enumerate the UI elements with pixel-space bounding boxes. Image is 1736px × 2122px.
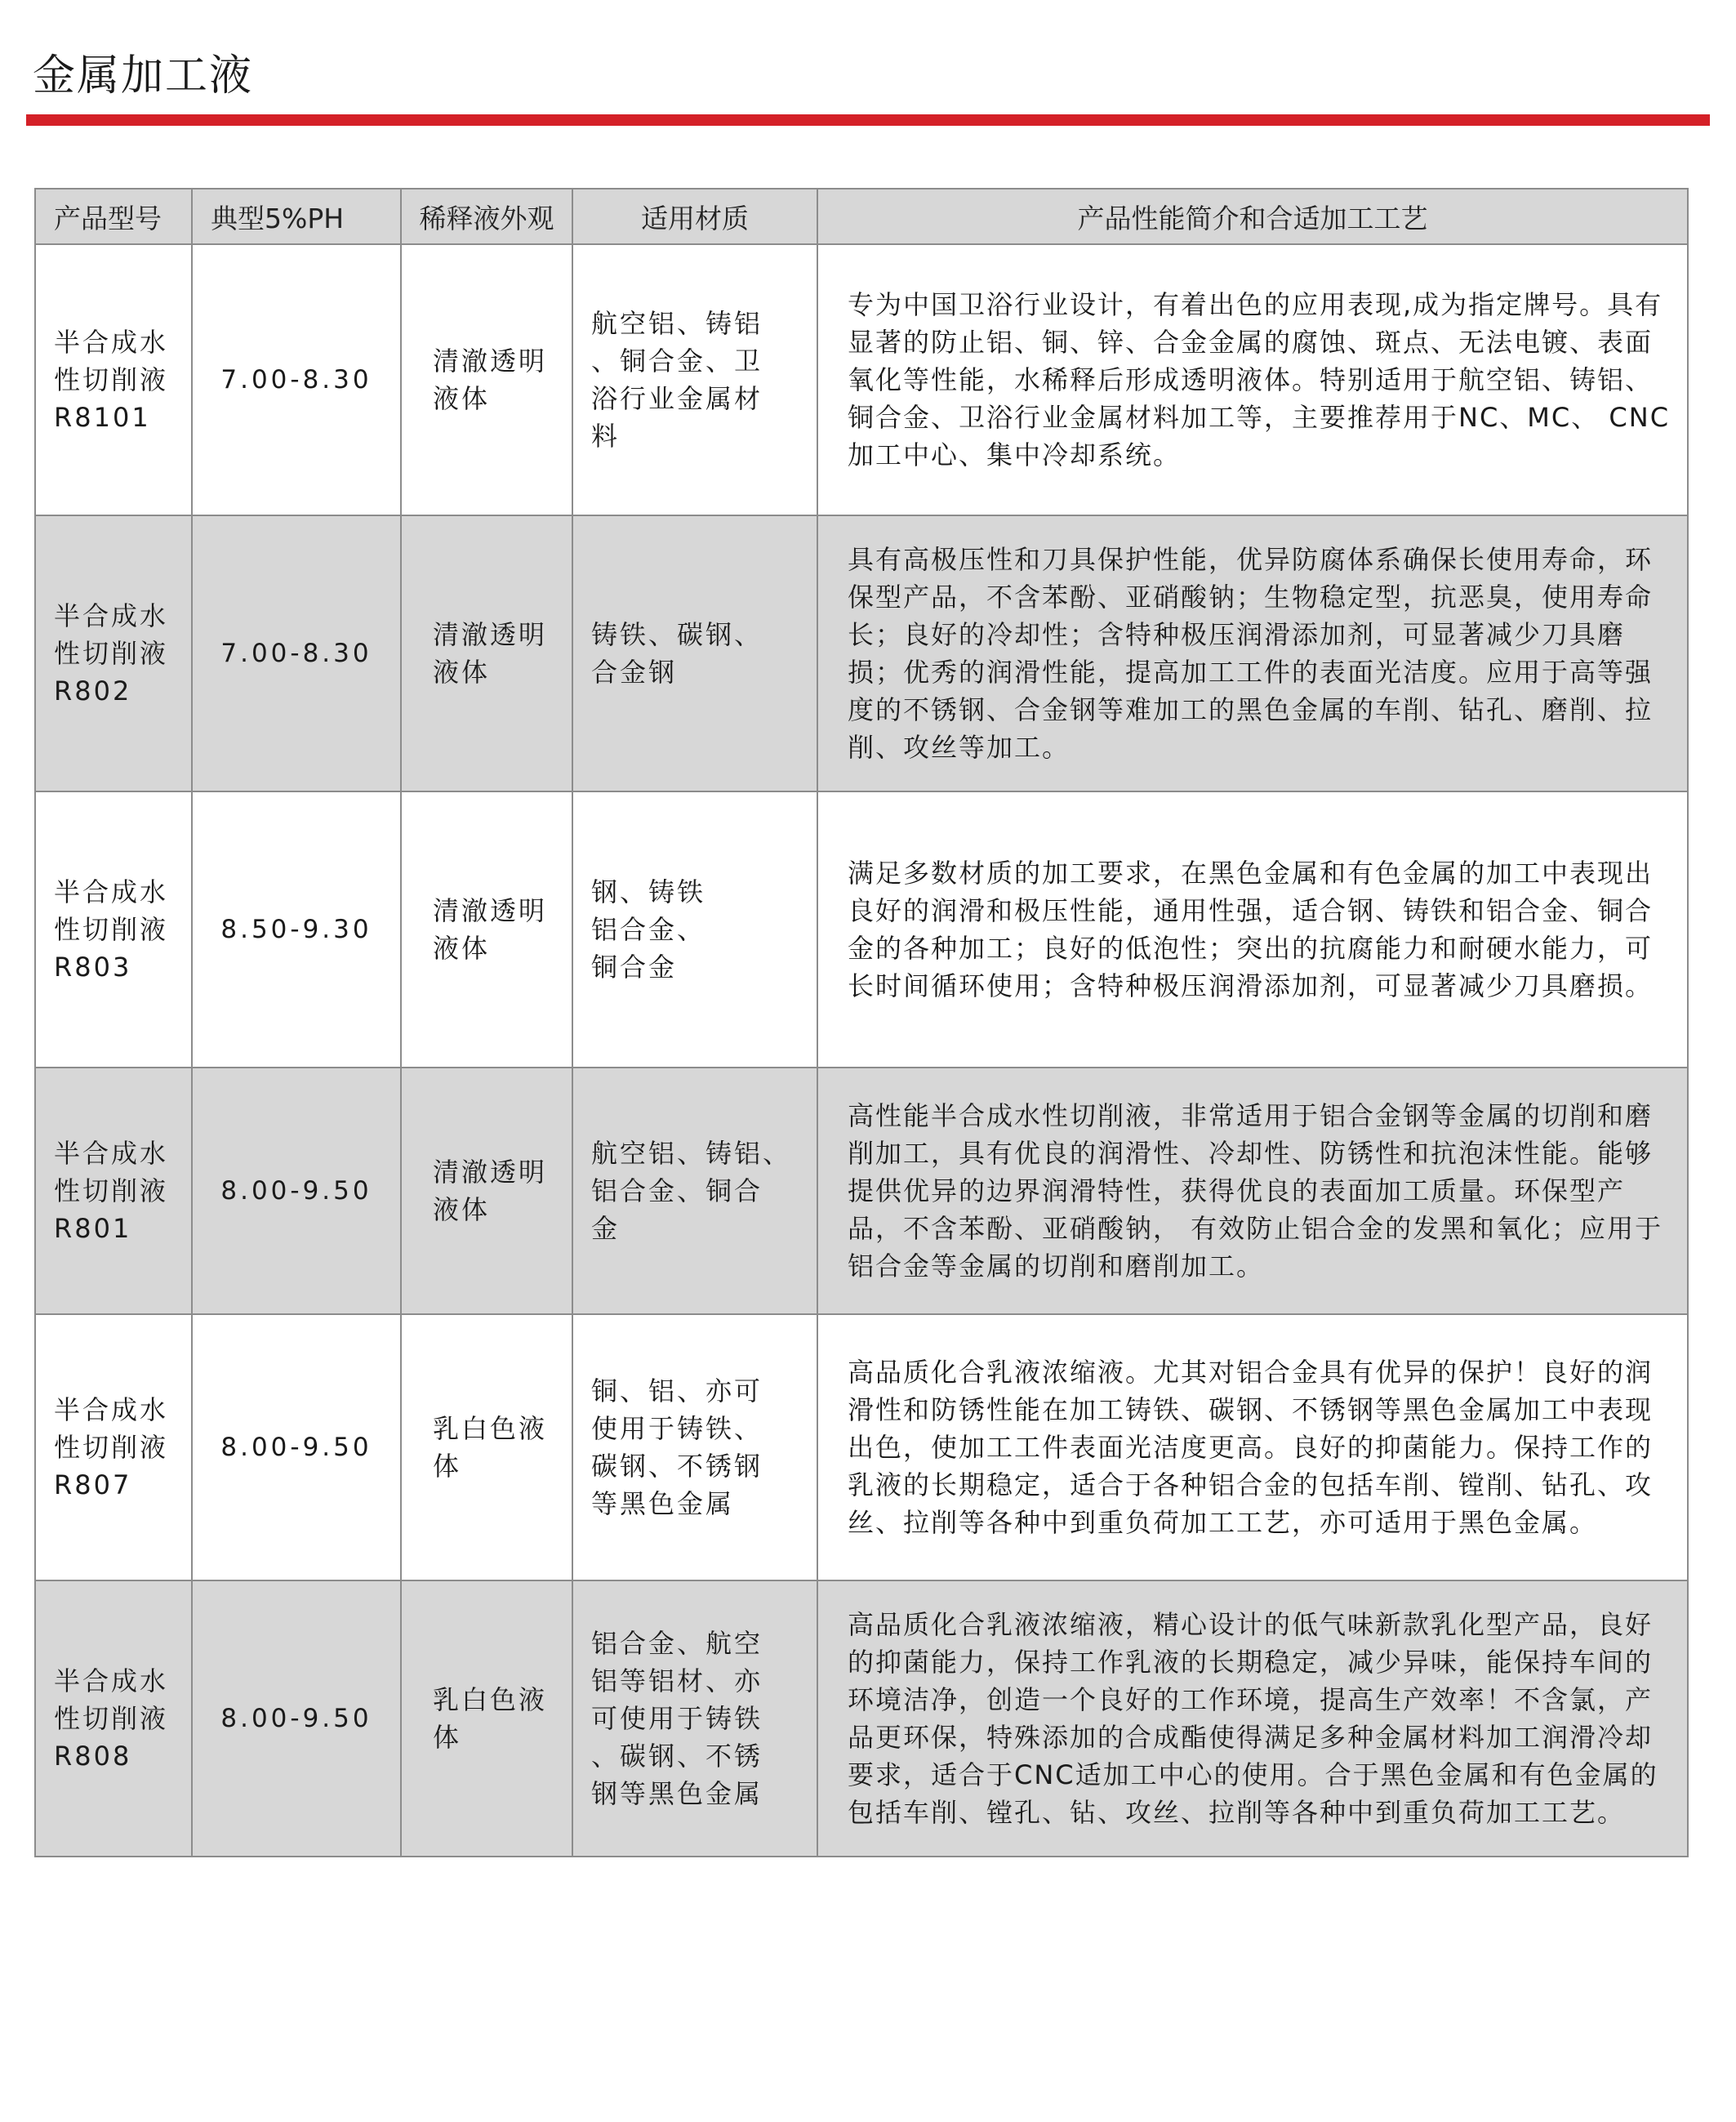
cell-materials: 铝合金、航空 铝等铝材、亦 可使用于铸铁 、碳钢、不锈 钢等黑色金属 xyxy=(572,1580,817,1857)
table-row xyxy=(35,1314,1688,1580)
product-spec-table xyxy=(34,188,1689,1857)
cell-ph-range: 8.00-9.50 xyxy=(192,1068,401,1314)
cell-product-model: 半合成水 性切削液 R807 xyxy=(35,1314,192,1580)
cell-materials: 航空铝、铸铝 、铜合金、卫 浴行业金属材 料 xyxy=(572,244,817,515)
cell-description: 高品质化合乳液浓缩液，精心设计的低气味新款乳化型产品，良好的抑菌能力，保持工作乳液的长期稳定，减少异味，能保持车间的环境洁净，创造一个良好的工作环境，提高生产效率！不含氯，产品更环保，特殊添加的合成酯使得满足多种金属材料加工润滑冷却要求，适合于CNC适加工中心的使用。合于黑色金属和有色金属的包括车削、镗孔、钻、攻丝、拉削等各种中到重负荷加工工艺。 xyxy=(817,1580,1688,1857)
cell-ph-range: 7.00-8.30 xyxy=(192,244,401,515)
cell-description: 满足多数材质的加工要求，在黑色金属和有色金属的加工中表现出良好的润滑和极压性能，通用性强，适合钢、铸铁和铝合金、铜合金的各种加工；良好的低泡性；突出的抗腐能力和耐硬水能力，可长时间循环使用；含特种极压润滑添加剂，可显著减少刀具磨损。 xyxy=(817,791,1688,1068)
cell-ph-range: 8.50-9.30 xyxy=(192,791,401,1068)
table-row xyxy=(35,1580,1688,1857)
cell-appearance: 乳白色液体 xyxy=(401,1314,572,1580)
cell-ph-range: 8.00-9.50 xyxy=(192,1314,401,1580)
cell-product-model: 半合成水 性切削液 R808 xyxy=(35,1580,192,1857)
table-row xyxy=(35,791,1688,1068)
cell-materials: 航空铝、铸铝、 铝合金、铜合 金 xyxy=(572,1068,817,1314)
cell-product-model: 半合成水 性切削液 R803 xyxy=(35,791,192,1068)
cell-ph-range: 8.00-9.50 xyxy=(192,1580,401,1857)
cell-appearance: 清澈透明 液体 xyxy=(401,791,572,1068)
cell-materials: 铜、铝、亦可 使用于铸铁、 碳钢、不锈钢 等黑色金属 xyxy=(572,1314,817,1580)
table-row xyxy=(35,244,1688,515)
cell-product-model: 半合成水 性切削液 R802 xyxy=(35,515,192,791)
cell-materials: 铸铁、碳钢、 合金钢 xyxy=(572,515,817,791)
header-dilution-appearance: 稀释液外观 xyxy=(401,189,572,244)
cell-description: 高品质化合乳液浓缩液。尤其对铝合金具有优异的保护！良好的润滑性和防锈性能在加工铸铁、碳钢、不锈钢等黑色金属加工中表现出色，使加工工件表面光洁度更高。良好的抑菌能力。保持工作的乳液的长期稳定，适合于各种铝合金的包括车削、镗削、钻孔、攻丝、拉削等各种中到重负荷加工工艺，亦可适用于黑色金属。 xyxy=(817,1314,1688,1580)
cell-appearance: 清澈透明 液体 xyxy=(401,244,572,515)
table-header-row xyxy=(35,189,1688,244)
header-applicable-materials: 适用材质 xyxy=(572,189,817,244)
cell-description: 具有高极压性和刀具保护性能，优异防腐体系确保长使用寿命，环保型产品，不含苯酚、亚硝酸钠；生物稳定型，抗恶臭，使用寿命长；良好的冷却性；含特种极压润滑添加剂，可显著减少刀具磨损；优秀的润滑性能，提高加工工件的表面光洁度。应用于高等强度的不锈钢、合金钢等难加工的黑色金属的车削、钻孔、磨削、拉削、攻丝等加工。 xyxy=(817,515,1688,791)
cell-description: 高性能半合成水性切削液，非常适用于铝合金钢等金属的切削和磨削加工，具有优良的润滑性、冷却性、防锈性和抗泡沫性能。能够提供优异的边界润滑特性，获得优良的表面加工质量。环保型产品，不含苯酚、亚硝酸钠， 有效防止铝合金的发黑和氧化；应用于铝合金等金属的切削和磨削加工。 xyxy=(817,1068,1688,1314)
cell-appearance: 清澈透明 液体 xyxy=(401,1068,572,1314)
header-performance-description: 产品性能简介和合适加工工艺 xyxy=(817,189,1688,244)
cell-appearance: 乳白色液体 xyxy=(401,1580,572,1857)
table-row xyxy=(35,515,1688,791)
cell-materials: 钢、铸铁 铝合金、 铜合金 xyxy=(572,791,817,1068)
cell-product-model: 半合成水 性切削液 R801 xyxy=(35,1068,192,1314)
table-row xyxy=(35,1068,1688,1314)
title-divider xyxy=(26,114,1710,126)
cell-description: 专为中国卫浴行业设计，有着出色的应用表现,成为指定牌号。具有显著的防止铝、铜、锌、合金金属的腐蚀、斑点、无法电镀、表面氧化等性能，水稀释后形成透明液体。特别适用于航空铝、铸铝、铜合金、卫浴行业金属材料加工等，主要推荐用于NC、MC、 CNC加工中心、集中冷却系统。 xyxy=(817,244,1688,515)
cell-product-model: 半合成水 性切削液 R8101 xyxy=(35,244,192,515)
cell-ph-range: 7.00-8.30 xyxy=(192,515,401,791)
header-product-model: 产品型号 xyxy=(35,189,192,244)
header-typical-ph: 典型5%PH xyxy=(192,189,401,244)
cell-appearance: 清澈透明 液体 xyxy=(401,515,572,791)
page-title: 金属加工液 xyxy=(33,51,254,100)
